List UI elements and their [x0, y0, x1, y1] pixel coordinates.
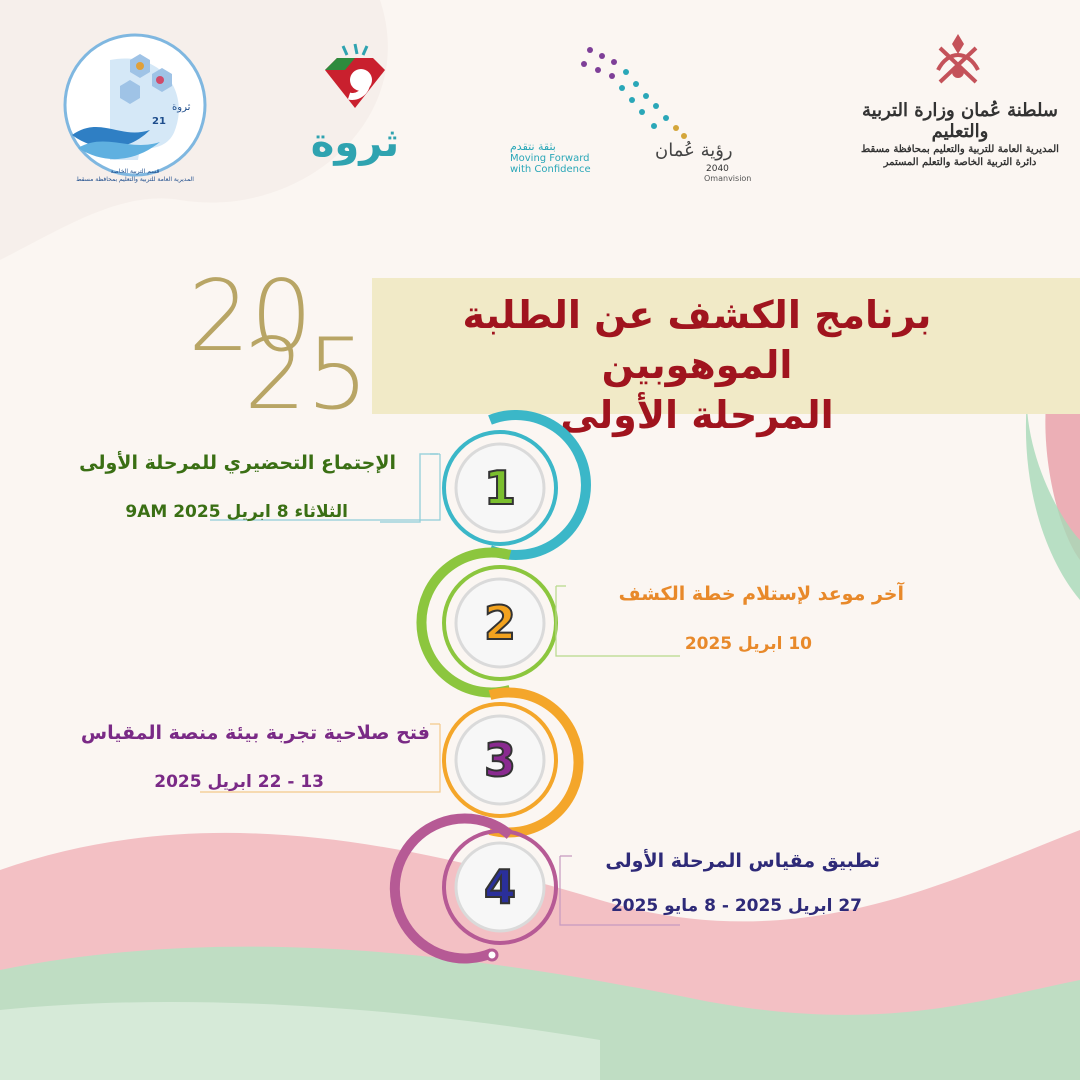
- slogan-en-1: Moving Forward: [510, 153, 590, 164]
- ministry-logo: [860, 30, 1060, 180]
- year-part-2: 25: [244, 318, 369, 432]
- step-3-title: فتح صلاحية تجربة بيئة منصة المقياس: [80, 722, 430, 744]
- ministry-name: سلطنة عُمان وزارة التربية والتعليم: [862, 100, 1058, 142]
- tharwa-label: ثروة: [310, 120, 400, 166]
- step-1-date: الثلاثاء 8 ابريل 2025 9AM: [125, 502, 348, 522]
- talent-circle-logo: [60, 30, 210, 185]
- vision-title: رؤية عُمان: [655, 140, 733, 161]
- slogan-logo: [510, 140, 610, 180]
- directorate-name: المديرية العامة للتربية والتعليم بمحافظة مسقط: [861, 144, 1059, 155]
- vision-dots-icon: [570, 40, 720, 150]
- step-2-title: آخر موعد لإستلام خطة الكشف: [618, 583, 904, 605]
- step-4-number: 4: [483, 860, 516, 914]
- tharwa-logo: [300, 40, 410, 170]
- department-name: دائرة التربية الخاصة والتعلم المستمر: [883, 157, 1037, 168]
- step-2-number: 2: [483, 596, 516, 650]
- step-connectors: [0, 410, 1080, 970]
- step-1-number: 1: [483, 461, 516, 515]
- circle-logo-caption-2: المديرية العامة للتربية والتعليم بمحافظة مسقط: [76, 176, 194, 183]
- step-1-title: الإجتماع التحضيري للمرحلة الأولى: [79, 452, 396, 474]
- title-line-2: المرحلة الأولى: [560, 393, 834, 437]
- diamond-icon: [315, 42, 395, 112]
- step-4-title: تطبيق مقياس المرحلة الأولى: [605, 850, 880, 872]
- step-2-date: 10 ابريل 2025: [684, 634, 812, 654]
- slogan-ar: بثقة نتقدم: [510, 140, 556, 153]
- circle-logo-small: ثروة: [172, 102, 191, 113]
- title-line-1: برنامج الكشف عن الطلبة الموهوبين: [462, 293, 932, 387]
- step-3-number: 3: [483, 733, 516, 787]
- vision-year: 2040: [706, 164, 729, 174]
- step-4-date: 27 ابريل 2025 - 8 مايو 2025: [610, 896, 862, 916]
- slogan-en-2: with Confidence: [510, 164, 591, 175]
- step-3-date: 13 - 22 ابريل 2025: [154, 772, 324, 792]
- vision-en: Omanvision: [704, 174, 752, 183]
- circle-logo-caption-1: قسم التربية الخاصة: [110, 168, 160, 175]
- oman-emblem-icon: [928, 30, 988, 94]
- circle-logo-num: 21: [152, 116, 166, 127]
- year-part-1: 20: [188, 260, 313, 374]
